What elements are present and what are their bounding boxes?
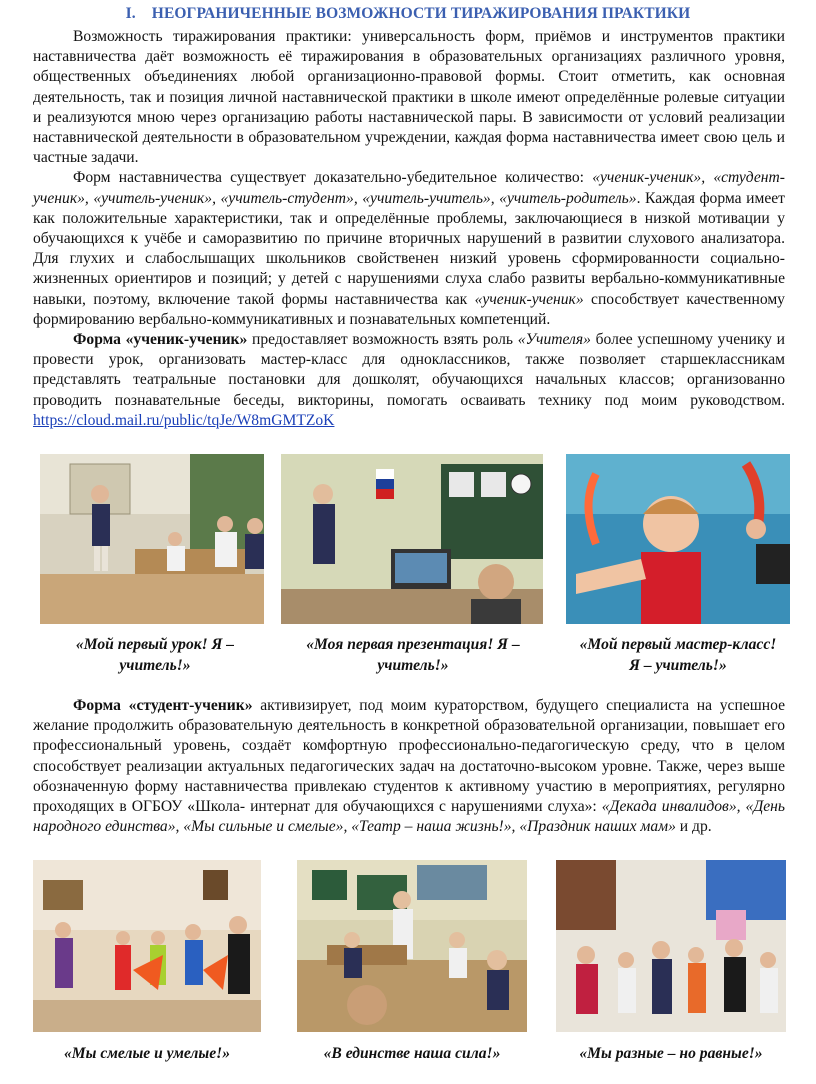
p2-mid: . Каждая форма имеет как положительные характеристики, так и определённые проблемы, заключающиеся в низкой мотивации у обучающихся к учёбе и саморазвитию по причине вторичных нарушений в развитии слухового анализатора. Для глухих и слабослышащих школьников свойственен низкий уровень сформированности социально-жизненных ориентиров и позиций; у детей с нарушениями слуха слабо развиты вербально-коммуникативные навыки, поэтому, включение такой формы наставничества как [33,189,785,308]
caption-brave-skillful: «Мы смелые и умелые!» [63,1045,231,1062]
caption-first-presentation: «Моя первая презентация! Я – учитель!» [306,636,520,674]
p3-bold: Форма «ученик-ученик» [73,331,248,349]
photo-brave-skillful [33,860,261,1032]
section-heading [60,5,756,23]
cloud-link[interactable]: https://cloud.mail.ru/public/tqJe/W8mGMTZoK [33,411,335,429]
paragraph-1: Возможность тиражирования практики: универсальность форм, приёмов и инструментов практики наставничества даёт возможность её тиражирования в образовательных организациях различного уровня, общественных объединениях любой организационно-правовой формы. Стоит отметить, как основная деятельность, так и позиция личной наставнической практики в школе имеют определённые ролевые ситуации и реализуются мною через организацию работы наставнической пары. В зависимости от условий реализации наставнической деятельности в образовательном учреждении, каждая форма наставничества имеет свою цель и частные задачи. [33,28,785,167]
p3-a: предоставляет возможность взять роль [247,331,518,349]
p3-b: более успешному ученику и провести урок, организовать мастер-класс для одноклассников, также позволяет старшеклассникам представлять театральные постановки для дошколят, обучающихся начальных классов; организованно проводить познавательные беседы, викторины, помогать осваивать технику под моим руководством. [33,331,785,409]
photo-unity-strength [297,860,527,1032]
p2-end: способствует качественному формированию вербально-коммуникативных и познавательных компетенций. [33,290,785,328]
paragraph-2 [33,168,785,330]
p4-events: «Декада инвалидов», «День народного единства», «Мы сильные и смелые», «Театр – наша жизнь!», «Праздник наших мам» [33,798,785,836]
paragraph-3 [33,330,785,431]
caption-first-lesson: «Мой первый урок! Я – учитель!» [75,636,235,674]
caption-first-masterclass: «Мой первый мастер-класс! Я – учитель!» [579,636,777,674]
p4-text: активизирует, под моим кураторством, будущего специалиста на успешное желание продолжить образовательную деятельность в конкретной образовательной организации, повышает его профессиональный уровень, создаёт комфортную профессионально-педагогическую среду, что в целом способствует реализации актуальных педагогических задач на достаточно-высоком уровне. Также, через выше обозначенную форму наставничества привлекаю студентов к активному участию в мероприятиях, регулярно проходящих в ОГБОУ «Школа- интернат для обучающихся с нарушениями слуха»: [33,697,786,816]
p3-role: «Учителя» [517,331,591,349]
section-title: НЕОГРАНИЧЕННЫЕ ВОЗМОЖНОСТИ ТИРАЖИРОВАНИЯ ПРАКТИКИ [151,5,691,22]
p2-forms: «ученик-ученик», «студент-ученик», «учитель-ученик», «учитель-студент», «учитель-учитель», «учитель-родитель» [33,169,785,207]
p2-start: Форм наставничества существует доказательно-убедительное количество: [73,169,593,187]
section1-text [33,27,785,431]
photo-different-equal [556,860,786,1032]
caption-different-equal: «Мы разные – но равные!» [579,1045,763,1062]
photo-first-masterclass [566,454,790,624]
photo-first-lesson [40,454,264,624]
p4-bold: Форма «студент-ученик» [73,697,253,714]
caption-unity-strength: «В единстве наша сила!» [323,1045,501,1062]
paragraph-4 [33,696,785,837]
photo-first-presentation [281,454,543,624]
p4-end: и др. [675,818,712,836]
section-number: I. [125,5,136,22]
p2-form2: «ученик-ученик» [474,290,584,308]
section2-text [33,696,785,837]
